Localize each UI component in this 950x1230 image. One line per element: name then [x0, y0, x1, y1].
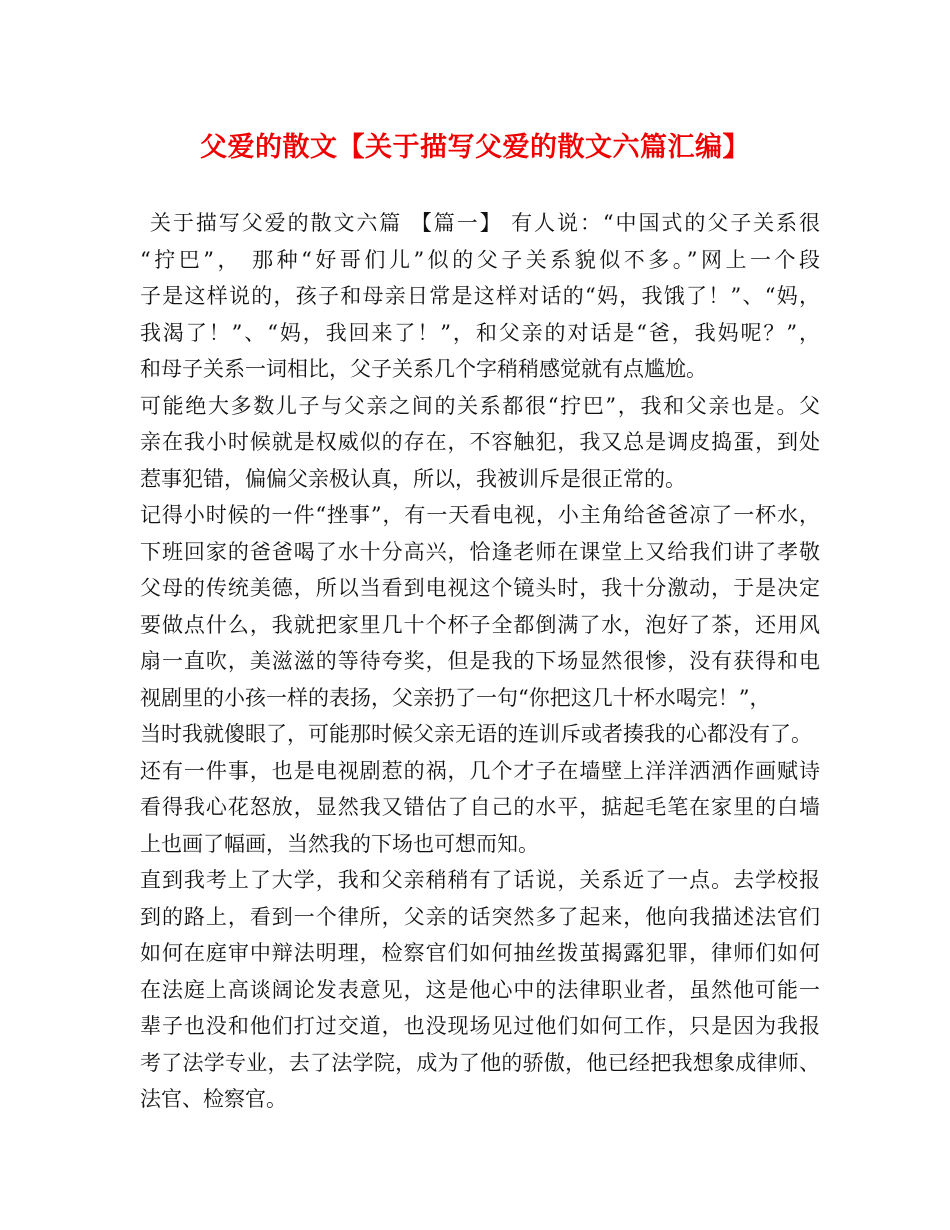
text-line: 辈子也没和他们打过交道，也没现场见过他们如何工作，只是因为我报 [140, 1014, 820, 1038]
text-line: 视剧里的小孩一样的表扬，父亲扔了一句“你把这几十杯水喝完！”， [140, 685, 771, 710]
text-line: 当时我就傻眼了，可能那时候父亲无语的连训斥或者揍我的心都没有了。 [140, 722, 812, 746]
paragraph-1 [140, 205, 820, 388]
text-line: 到的路上，看到一个律所，父亲的话突然多了起来，他向我描述法官们 [140, 904, 820, 929]
text-line: 和母子关系一词相比，父子关系几个字稍稍感觉就有点尴尬。 [140, 357, 707, 381]
text-line: 上也画了幅画，当然我的下场也可想而知。 [140, 831, 539, 856]
text-line: 亲在我小时候就是权威似的存在，不容触犯，我又总是调皮捣蛋，到处 [140, 430, 820, 454]
text-line: 父母的传统美德，所以当看到电视这个镜头时，我十分激动，于是决定 [140, 576, 820, 600]
text-line: 扇一直吹，美滋滋的等待夸奖，但是我的下场显然很惨，没有获得和电 [140, 649, 820, 673]
text-line: 法官、检察官。 [140, 1087, 287, 1111]
text-line: 直到我考上了大学，我和父亲稍稍有了话说，关系近了一点。去学校报 [140, 868, 820, 892]
text-line: 下班回家的爸爸喝了水十分高兴，恰逢老师在课堂上又给我们讲了孝敬 [140, 539, 820, 564]
paragraph-5 [140, 862, 820, 1118]
paragraph-2 [140, 388, 820, 498]
text-line: 记得小时候的一件“挫事”，有一天看电视，小主角给爸爸凉了一杯水， [140, 503, 820, 527]
text-line: 惹事犯错，偏偏父亲极认真，所以，我被训斥是很正常的。 [140, 466, 686, 491]
text-line: 子是这样说的，孩子和母亲日常是这样对话的“妈，我饿了！”、“妈， [140, 284, 820, 308]
text-line: 我渴了！”、“妈，我回来了！”，和父亲的对话是“爸，我妈呢？”， [140, 320, 820, 345]
paragraph-4 [140, 753, 820, 863]
paragraph-3 [140, 497, 820, 753]
document-body [140, 205, 820, 1118]
text-line: 在法庭上高谈阔论发表意见，这是他心中的法律职业者，虽然他可能一 [140, 977, 820, 1002]
text-line: 考了法学专业，去了法学院，成为了他的骄傲，他已经把我想象成律师、 [140, 1050, 820, 1075]
text-line: 关于描写父爱的散文六篇 【篇一】 有人说：“中国式的父子关系很 [150, 211, 820, 235]
text-line: “拧巴”， 那种“好哥们儿”似的父子关系貌似不多。”网上一个段 [140, 247, 820, 272]
text-line: 如何在庭审中辩法明理，检察官们如何抽丝拨茧揭露犯罪，律师们如何 [140, 941, 820, 965]
text-line: 还有一件事，也是电视剧惹的祸，几个才子在墙壁上洋洋洒洒作画赋诗 [140, 758, 820, 783]
text-line: 要做点什么，我就把家里几十个杯子全都倒满了水，泡好了茶，还用风 [140, 612, 820, 637]
document-title: 父爱的散文【关于描写父爱的散文六篇汇编】 [200, 132, 750, 163]
text-line: 看得我心花怒放，显然我又错估了自己的水平，掂起毛笔在家里的白墙 [140, 795, 820, 819]
text-line: 可能绝大多数儿子与父亲之间的关系都很“拧巴”，我和父亲也是。父 [140, 393, 820, 418]
